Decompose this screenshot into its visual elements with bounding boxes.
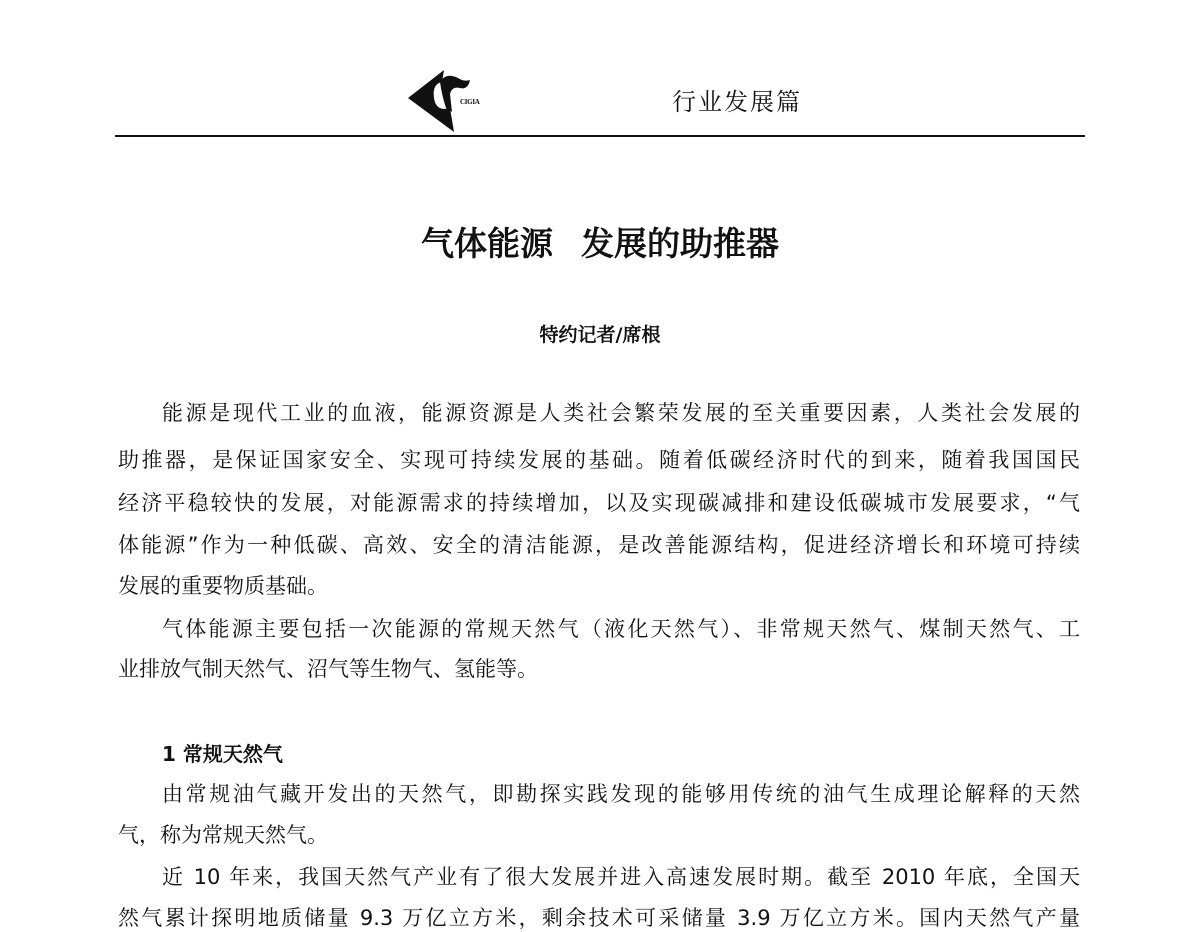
- header-rule: [115, 135, 1085, 137]
- section-heading: 1 常规天然气: [162, 742, 283, 766]
- paragraph-line: 然气累计探明地质储量 9.3 万亿立方米，剩余技术可采储量 3.9 万亿立方米。国内天然气产量: [118, 906, 1080, 930]
- paragraph-line: 由常规油气藏开发出的天然气，即勘探实践发现的能够用传统的油气生成理论解释的天然: [162, 782, 1080, 806]
- paragraph-line: 体能源”作为一种低碳、高效、安全的清洁能源，是改善能源结构，促进经济增长和环境可持续: [118, 533, 1080, 557]
- title-part-2: 发展的助推器: [581, 224, 779, 263]
- logo-text: CIGIA: [460, 98, 480, 106]
- paragraph-line: 能源是现代工业的血液，能源资源是人类社会繁荣发展的至关重要因素，人类社会发展的: [162, 401, 1080, 425]
- article-title: [0, 218, 1200, 265]
- paragraph-line: 气体能源主要包括一次能源的常规天然气（液化天然气）、非常规天然气、煤制天然气、工: [162, 617, 1080, 641]
- paragraph-line: 经济平稳较快的发展，对能源需求的持续增加，以及实现碳减排和建设低碳城市发展要求，“气: [118, 491, 1080, 515]
- paragraph-line: 近 10 年来，我国天然气产业有了很大发展并进入高速发展时期。截至 2010 年底，全国天: [162, 865, 1080, 889]
- paragraph-line: 业排放气制天然气、沼气等生物气、氢能等。: [118, 657, 538, 681]
- title-part-1: 气体能源: [421, 224, 553, 263]
- author-byline: 特约记者/席根: [539, 324, 661, 346]
- paragraph-line: 助推器，是保证国家安全、实现可持续发展的基础。随着低碳经济时代的到来，随着我国国民: [118, 448, 1080, 472]
- paragraph-line: 发展的重要物质基础。: [118, 574, 328, 598]
- paragraph-line: 气，称为常规天然气。: [118, 823, 328, 847]
- section-header: 行业发展篇: [672, 88, 802, 116]
- cigia-logo: [406, 68, 496, 134]
